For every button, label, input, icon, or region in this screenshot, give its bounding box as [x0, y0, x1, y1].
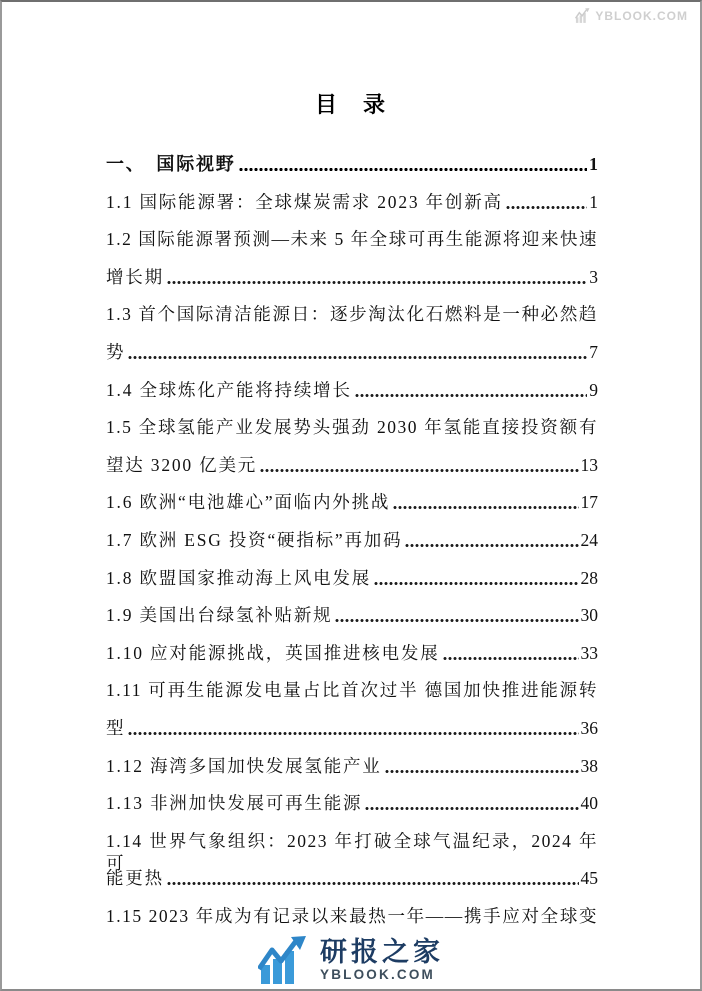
toc-entry[interactable]: [106, 414, 598, 452]
toc-entry[interactable]: [106, 865, 598, 903]
toc-page-number: 1: [589, 191, 598, 212]
dots-leader: [260, 469, 578, 472]
toc-page-number: 38: [580, 755, 598, 776]
toc-entry-text: 增长期: [106, 266, 164, 287]
toc-entry[interactable]: [106, 903, 598, 941]
toc-page-number: 45: [580, 868, 598, 889]
toc-entry-text: 型: [106, 717, 126, 738]
toc-entry[interactable]: [106, 189, 598, 227]
toc-page-number: 36: [580, 717, 598, 738]
top-watermark: [575, 8, 688, 23]
toc-entry[interactable]: [106, 715, 598, 753]
toc-list: [106, 151, 598, 940]
toc-entry-text: 1.15 2023 年成为有记录以来最热一年——携手应对全球变: [106, 905, 598, 926]
toc-entry-text: 1.5 全球氢能产业发展势头强劲 2030 年氢能直接投资额有: [106, 417, 598, 438]
dots-leader: [365, 807, 578, 810]
logo-name: 研报之家: [320, 937, 444, 967]
logo-site: YBLOOK.COM: [320, 967, 435, 982]
toc-entry-text: 势: [106, 341, 126, 362]
toc-page-number: 3: [589, 266, 598, 287]
toc-entry-text: 1.7 欧洲 ESG 投资“硬指标”再加码: [106, 529, 403, 550]
toc-page-number: 9: [589, 379, 598, 400]
toc-page-number: 28: [580, 567, 598, 588]
toc-page-number: 17: [580, 492, 598, 513]
toc-entry[interactable]: [106, 264, 598, 302]
watermark-text: YBLOOK.COM: [595, 8, 688, 23]
dots-leader: [167, 281, 587, 284]
footer-logo: [258, 936, 444, 984]
dots-leader: [405, 544, 578, 547]
dots-leader: [443, 657, 579, 660]
toc-entry-text: 1.11 可再生能源发电量占比首次过半 德国加快推进能源转: [106, 680, 598, 701]
toc-entry[interactable]: [106, 151, 598, 189]
toc-entry[interactable]: [106, 602, 598, 640]
toc-entry-text: 1.12 海湾多国加快发展氢能产业: [106, 755, 382, 776]
toc-page-number: 33: [580, 642, 598, 663]
toc-entry-text: 能更热: [106, 868, 164, 889]
toc-page-number: 40: [580, 793, 598, 814]
toc-entry-text: 1.8 欧盟国家推动海上风电发展: [106, 567, 372, 588]
toc-entry-text: 1.4 全球炼化产能将持续增长: [106, 379, 352, 400]
toc-entry[interactable]: [106, 640, 598, 678]
dots-leader: [355, 394, 588, 397]
toc-page-number: 30: [580, 605, 598, 626]
toc-entry[interactable]: [106, 565, 598, 603]
toc-page-number: 24: [580, 529, 598, 550]
dots-leader: [128, 356, 587, 359]
toc-entry[interactable]: [106, 677, 598, 715]
toc-entry-text: 1.9 美国出台绿氢补贴新规: [106, 605, 333, 626]
dots-leader: [128, 732, 578, 735]
toc-entry[interactable]: [106, 527, 598, 565]
dots-leader: [335, 619, 578, 622]
toc-entry-text: 1.6 欧洲“电池雄心”面临内外挑战: [106, 492, 391, 513]
toc-entry[interactable]: [106, 226, 598, 264]
toc-entry-text: 1.10 应对能源挑战，英国推进核电发展: [106, 642, 440, 663]
toc-page-number: 13: [580, 454, 598, 475]
toc-page-number: 7: [589, 341, 598, 362]
logo-chart-icon: [258, 936, 310, 984]
toc-entry[interactable]: [106, 301, 598, 339]
toc-entry-text: 1.3 首个国际清洁能源日：逐步淘汰化石燃料是一种必然趋: [106, 304, 598, 325]
toc-entry-text: 1.14 世界气象组织：2023 年打破全球气温纪录，2024 年可: [106, 830, 598, 873]
toc-page-number: 1: [589, 154, 598, 174]
toc-entry[interactable]: [106, 828, 598, 873]
toc-entry-text: 望达 3200 亿美元: [106, 454, 258, 475]
dots-leader: [506, 206, 587, 209]
dots-leader: [239, 168, 587, 171]
toc-entry[interactable]: [106, 339, 598, 377]
dots-leader: [374, 582, 578, 585]
watermark-chart-icon: [575, 8, 591, 23]
dots-leader: [393, 506, 578, 509]
dots-leader: [167, 882, 579, 885]
toc-entry-text: 1.2 国际能源署预测—未来 5 年全球可再生能源将迎来快速: [106, 229, 598, 250]
toc-entry[interactable]: [106, 790, 598, 828]
toc-entry-text: 一、 国际视野: [106, 154, 236, 174]
toc-entry-text: 1.13 非洲加快发展可再生能源: [106, 793, 363, 814]
page-title: 目 录: [314, 92, 387, 117]
toc-entry-text: 1.1 国际能源署：全球煤炭需求 2023 年创新高: [106, 191, 503, 212]
toc-entry[interactable]: [106, 377, 598, 415]
toc-entry[interactable]: [106, 452, 598, 490]
dots-leader: [385, 770, 579, 773]
toc-entry[interactable]: [106, 753, 598, 791]
toc-entry[interactable]: [106, 489, 598, 527]
